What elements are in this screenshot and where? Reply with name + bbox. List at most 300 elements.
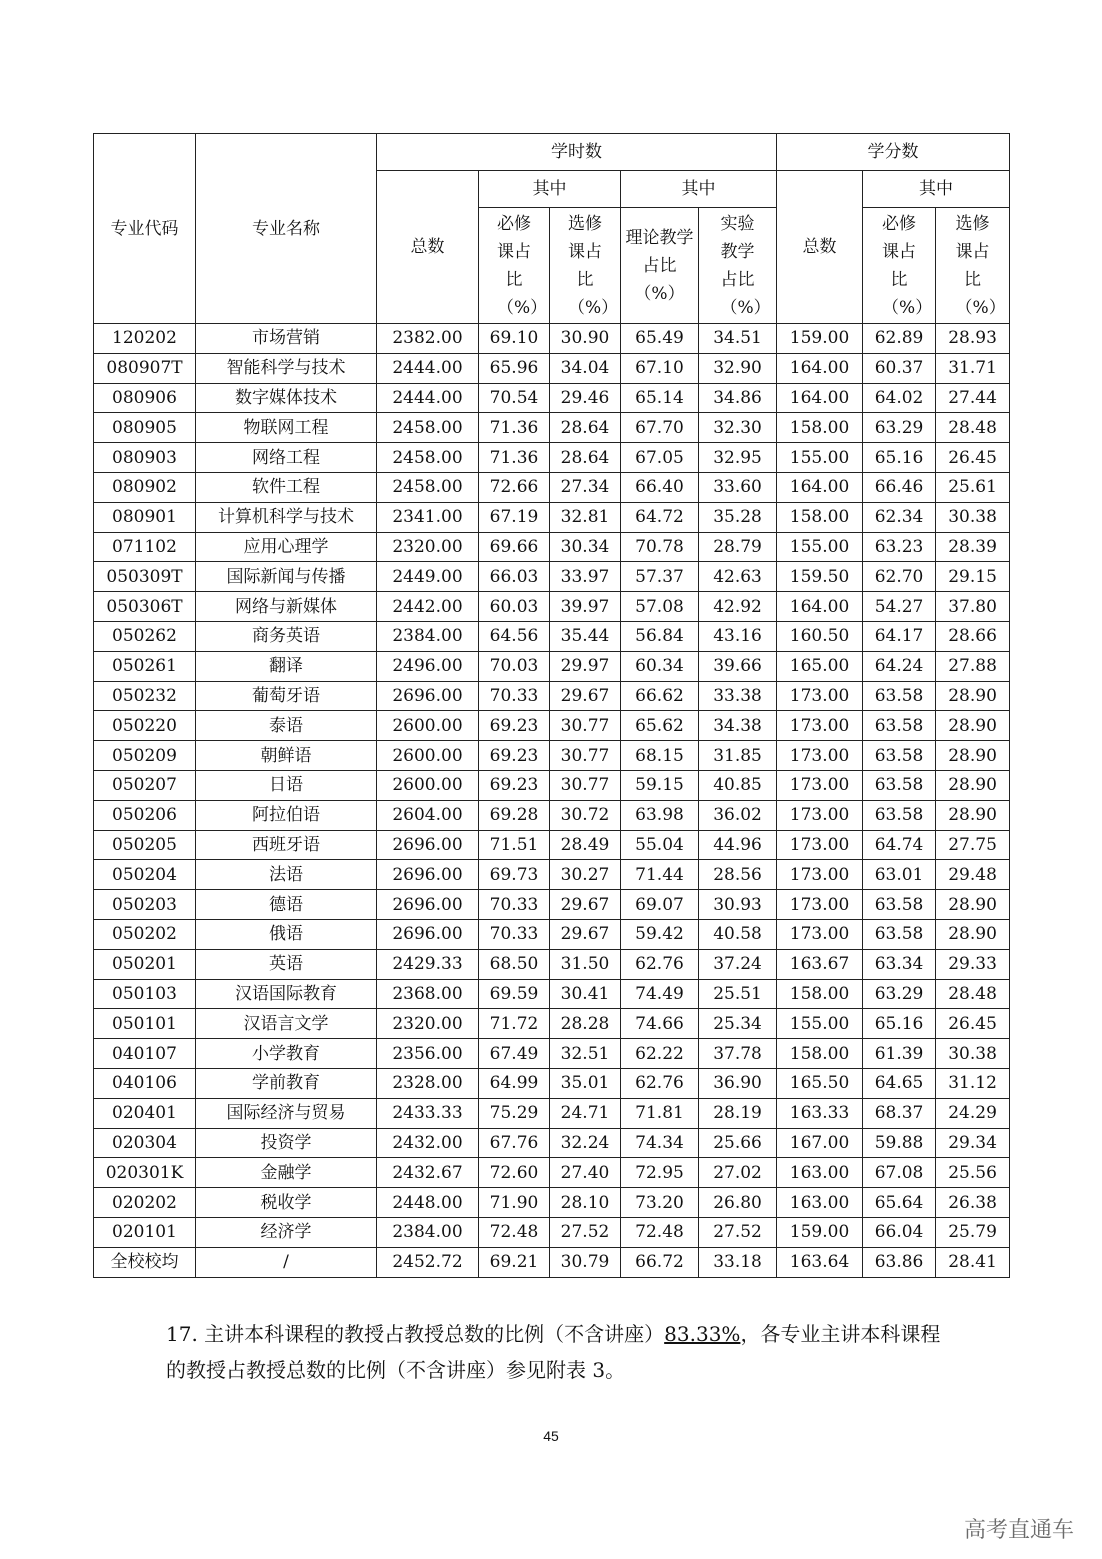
cell-elective-pct: 35.44 — [550, 621, 621, 651]
cell-theory-pct: 68.15 — [621, 741, 699, 771]
cell-hours-total: 2696.00 — [377, 681, 479, 711]
cell-hours-total: 2696.00 — [377, 830, 479, 860]
table-body — [94, 324, 1010, 1278]
cell-hours-total: 2696.00 — [377, 919, 479, 949]
cell-required-pct: 71.90 — [479, 1188, 550, 1218]
cell-required-pct: 69.73 — [479, 860, 550, 890]
cell-theory-pct: 62.22 — [621, 1039, 699, 1069]
cell-theory-pct: 71.81 — [621, 1098, 699, 1128]
cell-credits-elective-pct: 27.88 — [936, 651, 1010, 681]
cell-elective-pct: 30.77 — [550, 711, 621, 741]
cell-elective-pct: 29.67 — [550, 919, 621, 949]
cell-credits-required-pct: 63.29 — [863, 413, 936, 443]
cell-lab-pct: 30.93 — [699, 890, 777, 920]
cell-theory-pct: 66.72 — [621, 1247, 699, 1277]
table-row — [94, 681, 1010, 711]
cell-required-pct: 71.51 — [479, 830, 550, 860]
cell-theory-pct: 59.15 — [621, 770, 699, 800]
cell-code: 050262 — [94, 621, 196, 651]
cell-credits-required-pct: 66.04 — [863, 1217, 936, 1247]
cell-theory-pct: 66.40 — [621, 472, 699, 502]
cell-credits-elective-pct: 28.90 — [936, 770, 1010, 800]
cell-required-pct: 64.99 — [479, 1068, 550, 1098]
header-hours-total: 总数 — [377, 171, 479, 324]
cell-lab-pct: 33.60 — [699, 472, 777, 502]
cell-name: 翻译 — [196, 651, 377, 681]
cell-elective-pct: 28.64 — [550, 443, 621, 473]
cell-credits-total: 163.00 — [777, 1158, 863, 1188]
cell-elective-pct: 30.77 — [550, 770, 621, 800]
cell-theory-pct: 74.49 — [621, 979, 699, 1009]
table-row — [94, 800, 1010, 830]
cell-hours-total: 2449.00 — [377, 562, 479, 592]
cell-lab-pct: 39.66 — [699, 651, 777, 681]
cell-code: 050209 — [94, 741, 196, 771]
cell-theory-pct: 62.76 — [621, 1068, 699, 1098]
table-row — [94, 472, 1010, 502]
cell-credits-total: 173.00 — [777, 919, 863, 949]
cell-credits-total: 173.00 — [777, 681, 863, 711]
cell-credits-required-pct: 63.58 — [863, 741, 936, 771]
watermark-logo: 高考直通车 — [963, 1518, 1074, 1543]
cell-theory-pct: 57.08 — [621, 592, 699, 622]
cell-hours-total: 2442.00 — [377, 592, 479, 622]
cell-code: 020101 — [94, 1217, 196, 1247]
cell-credits-required-pct: 64.65 — [863, 1068, 936, 1098]
cell-name: 法语 — [196, 860, 377, 890]
cell-name: 金融学 — [196, 1158, 377, 1188]
header-credits-elective-pct-text: 选修课占比（%） — [955, 213, 1006, 318]
cell-lab-pct: 25.51 — [699, 979, 777, 1009]
cell-name: 英语 — [196, 949, 377, 979]
header-required-pct-text: 必修课占比（%） — [497, 213, 548, 318]
header-name: 专业名称 — [196, 134, 377, 324]
cell-lab-pct: 28.56 — [699, 860, 777, 890]
cell-required-pct: 70.33 — [479, 890, 550, 920]
cell-required-pct: 67.76 — [479, 1128, 550, 1158]
cell-name: 网络与新媒体 — [196, 592, 377, 622]
cell-credits-required-pct: 68.37 — [863, 1098, 936, 1128]
table-row — [94, 1188, 1010, 1218]
cell-hours-total: 2432.00 — [377, 1128, 479, 1158]
cell-required-pct: 71.72 — [479, 1009, 550, 1039]
header-elective-pct — [550, 208, 621, 324]
cell-credits-total: 167.00 — [777, 1128, 863, 1158]
cell-credits-total: 160.50 — [777, 621, 863, 651]
cell-required-pct: 69.23 — [479, 711, 550, 741]
cell-credits-elective-pct: 28.90 — [936, 711, 1010, 741]
cell-theory-pct: 72.48 — [621, 1217, 699, 1247]
cell-credits-total: 155.00 — [777, 532, 863, 562]
cell-lab-pct: 28.79 — [699, 532, 777, 562]
paragraph-text-before: 17. 主讲本科课程的教授占教授总数的比例（不含讲座） — [166, 1322, 665, 1346]
cell-elective-pct: 30.79 — [550, 1247, 621, 1277]
cell-code: 020301K — [94, 1158, 196, 1188]
cell-credits-elective-pct: 27.75 — [936, 830, 1010, 860]
cell-required-pct: 69.66 — [479, 532, 550, 562]
cell-credits-total: 155.00 — [777, 1009, 863, 1039]
cell-hours-total: 2384.00 — [377, 621, 479, 651]
cell-credits-total: 173.00 — [777, 860, 863, 890]
cell-elective-pct: 34.04 — [550, 353, 621, 383]
header-credits-required-pct-text: 必修课占比（%） — [882, 213, 933, 318]
cell-elective-pct: 31.50 — [550, 949, 621, 979]
cell-credits-required-pct: 61.39 — [863, 1039, 936, 1069]
cell-code: 050204 — [94, 860, 196, 890]
paragraph-text-after: ，各专业主讲本科课程的教授占教授总数的比例（不含讲座）参见附表 3。 — [166, 1322, 941, 1382]
header-code: 专业代码 — [94, 134, 196, 324]
cell-credits-elective-pct: 29.33 — [936, 949, 1010, 979]
cell-required-pct: 67.49 — [479, 1039, 550, 1069]
cell-lab-pct: 32.30 — [699, 413, 777, 443]
cell-hours-total: 2328.00 — [377, 1068, 479, 1098]
cell-credits-total: 158.00 — [777, 413, 863, 443]
cell-credits-required-pct: 63.86 — [863, 1247, 936, 1277]
cell-code: 050232 — [94, 681, 196, 711]
cell-lab-pct: 40.85 — [699, 770, 777, 800]
cell-theory-pct: 69.07 — [621, 890, 699, 920]
table-row — [94, 1158, 1010, 1188]
cell-credits-required-pct: 63.58 — [863, 800, 936, 830]
cell-credits-required-pct: 65.16 — [863, 1009, 936, 1039]
cell-credits-total: 163.67 — [777, 949, 863, 979]
cell-credits-elective-pct: 28.90 — [936, 800, 1010, 830]
cell-credits-total: 164.00 — [777, 353, 863, 383]
cell-code: 全校校均 — [94, 1247, 196, 1277]
cell-credits-required-pct: 67.08 — [863, 1158, 936, 1188]
cell-lab-pct: 35.28 — [699, 502, 777, 532]
cell-lab-pct: 32.90 — [699, 353, 777, 383]
cell-code: 020304 — [94, 1128, 196, 1158]
cell-hours-total: 2452.72 — [377, 1247, 479, 1277]
header-credits-sub: 其中 — [863, 171, 1010, 208]
table-row — [94, 651, 1010, 681]
cell-credits-elective-pct: 25.61 — [936, 472, 1010, 502]
cell-theory-pct: 66.62 — [621, 681, 699, 711]
cell-lab-pct: 25.66 — [699, 1128, 777, 1158]
cell-name: 汉语言文学 — [196, 1009, 377, 1039]
cell-credits-required-pct: 63.34 — [863, 949, 936, 979]
cell-name: 日语 — [196, 770, 377, 800]
cell-elective-pct: 30.77 — [550, 741, 621, 771]
cell-theory-pct: 65.62 — [621, 711, 699, 741]
cell-required-pct: 75.29 — [479, 1098, 550, 1128]
cell-credits-elective-pct: 28.90 — [936, 890, 1010, 920]
cell-required-pct: 69.23 — [479, 741, 550, 771]
cell-lab-pct: 42.63 — [699, 562, 777, 592]
cell-theory-pct: 63.98 — [621, 800, 699, 830]
cell-name: 商务英语 — [196, 621, 377, 651]
cell-credits-elective-pct: 29.15 — [936, 562, 1010, 592]
cell-theory-pct: 65.14 — [621, 383, 699, 413]
cell-code: 020202 — [94, 1188, 196, 1218]
cell-hours-total: 2382.00 — [377, 324, 479, 354]
cell-theory-pct: 67.10 — [621, 353, 699, 383]
table-row — [94, 979, 1010, 1009]
cell-credits-elective-pct: 26.45 — [936, 1009, 1010, 1039]
cell-code: 050202 — [94, 919, 196, 949]
cell-hours-total: 2696.00 — [377, 860, 479, 890]
header-hours-group: 学时数 — [377, 134, 777, 171]
cell-hours-total: 2368.00 — [377, 979, 479, 1009]
table-row — [94, 1039, 1010, 1069]
cell-credits-elective-pct: 30.38 — [936, 502, 1010, 532]
cell-credits-elective-pct: 29.34 — [936, 1128, 1010, 1158]
cell-elective-pct: 27.34 — [550, 472, 621, 502]
cell-lab-pct: 28.19 — [699, 1098, 777, 1128]
cell-lab-pct: 40.58 — [699, 919, 777, 949]
cell-required-pct: 71.36 — [479, 413, 550, 443]
cell-name: 德语 — [196, 890, 377, 920]
cell-credits-total: 155.00 — [777, 443, 863, 473]
cell-elective-pct: 35.01 — [550, 1068, 621, 1098]
cell-code: 080902 — [94, 472, 196, 502]
cell-hours-total: 2600.00 — [377, 741, 479, 771]
curriculum-stats-table — [93, 133, 1010, 1278]
cell-code: 080901 — [94, 502, 196, 532]
cell-code: 050207 — [94, 770, 196, 800]
cell-hours-total: 2384.00 — [377, 1217, 479, 1247]
cell-code: 071102 — [94, 532, 196, 562]
cell-credits-required-pct: 64.74 — [863, 830, 936, 860]
cell-credits-required-pct: 65.16 — [863, 443, 936, 473]
cell-credits-elective-pct: 30.38 — [936, 1039, 1010, 1069]
header-hours-sub2: 其中 — [621, 171, 777, 208]
header-credits-required-pct — [863, 208, 936, 324]
cell-name: 俄语 — [196, 919, 377, 949]
cell-elective-pct: 28.28 — [550, 1009, 621, 1039]
cell-required-pct: 70.33 — [479, 681, 550, 711]
cell-required-pct: 67.19 — [479, 502, 550, 532]
cell-hours-total: 2444.00 — [377, 383, 479, 413]
header-required-pct — [479, 208, 550, 324]
cell-name: 国际新闻与传播 — [196, 562, 377, 592]
table-row — [94, 1128, 1010, 1158]
cell-required-pct: 69.10 — [479, 324, 550, 354]
table-row — [94, 562, 1010, 592]
cell-credits-elective-pct: 28.39 — [936, 532, 1010, 562]
cell-code: 050201 — [94, 949, 196, 979]
cell-credits-total: 158.00 — [777, 979, 863, 1009]
cell-credits-elective-pct: 28.48 — [936, 979, 1010, 1009]
cell-hours-total: 2444.00 — [377, 353, 479, 383]
cell-elective-pct: 30.34 — [550, 532, 621, 562]
cell-theory-pct: 57.37 — [621, 562, 699, 592]
cell-lab-pct: 42.92 — [699, 592, 777, 622]
cell-required-pct: 64.56 — [479, 621, 550, 651]
cell-hours-total: 2320.00 — [377, 532, 479, 562]
cell-code: 080903 — [94, 443, 196, 473]
cell-credits-elective-pct: 26.38 — [936, 1188, 1010, 1218]
cell-hours-total: 2604.00 — [377, 800, 479, 830]
cell-elective-pct: 24.71 — [550, 1098, 621, 1128]
cell-required-pct: 65.96 — [479, 353, 550, 383]
cell-credits-required-pct: 62.70 — [863, 562, 936, 592]
cell-credits-total: 159.50 — [777, 562, 863, 592]
cell-hours-total: 2432.67 — [377, 1158, 479, 1188]
table-row — [94, 383, 1010, 413]
cell-theory-pct: 74.66 — [621, 1009, 699, 1039]
cell-theory-pct: 67.70 — [621, 413, 699, 443]
cell-required-pct: 60.03 — [479, 592, 550, 622]
cell-credits-required-pct: 63.58 — [863, 770, 936, 800]
cell-name: 应用心理学 — [196, 532, 377, 562]
cell-credits-required-pct: 66.46 — [863, 472, 936, 502]
cell-lab-pct: 37.24 — [699, 949, 777, 979]
cell-hours-total: 2341.00 — [377, 502, 479, 532]
cell-name: 泰语 — [196, 711, 377, 741]
cell-lab-pct: 36.90 — [699, 1068, 777, 1098]
cell-credits-required-pct: 63.58 — [863, 890, 936, 920]
table-row — [94, 1098, 1010, 1128]
cell-elective-pct: 30.72 — [550, 800, 621, 830]
table-row — [94, 770, 1010, 800]
header-credits-group: 学分数 — [777, 134, 1010, 171]
cell-credits-total: 158.00 — [777, 1039, 863, 1069]
cell-required-pct: 72.60 — [479, 1158, 550, 1188]
cell-credits-elective-pct: 28.41 — [936, 1247, 1010, 1277]
cell-required-pct: 66.03 — [479, 562, 550, 592]
cell-credits-elective-pct: 28.90 — [936, 741, 1010, 771]
header-lab-pct — [699, 208, 777, 324]
cell-code: 080906 — [94, 383, 196, 413]
cell-credits-required-pct: 64.24 — [863, 651, 936, 681]
cell-required-pct: 69.59 — [479, 979, 550, 1009]
cell-required-pct: 71.36 — [479, 443, 550, 473]
cell-lab-pct: 31.85 — [699, 741, 777, 771]
cell-theory-pct: 73.20 — [621, 1188, 699, 1218]
cell-elective-pct: 27.52 — [550, 1217, 621, 1247]
cell-name: / — [196, 1247, 377, 1277]
cell-code: 050220 — [94, 711, 196, 741]
cell-credits-total: 173.00 — [777, 830, 863, 860]
cell-lab-pct: 25.34 — [699, 1009, 777, 1039]
cell-required-pct: 70.03 — [479, 651, 550, 681]
cell-name: 投资学 — [196, 1128, 377, 1158]
cell-elective-pct: 29.67 — [550, 890, 621, 920]
cell-hours-total: 2458.00 — [377, 443, 479, 473]
cell-lab-pct: 32.95 — [699, 443, 777, 473]
cell-name: 经济学 — [196, 1217, 377, 1247]
cell-credits-elective-pct: 28.90 — [936, 681, 1010, 711]
cell-credits-total: 173.00 — [777, 741, 863, 771]
table-row — [94, 741, 1010, 771]
cell-hours-total: 2458.00 — [377, 472, 479, 502]
cell-name: 葡萄牙语 — [196, 681, 377, 711]
cell-name: 学前教育 — [196, 1068, 377, 1098]
table-row — [94, 324, 1010, 354]
header-lab-pct-text: 实验教学占比（%） — [720, 213, 771, 318]
cell-name: 税收学 — [196, 1188, 377, 1218]
cell-name: 阿拉伯语 — [196, 800, 377, 830]
cell-lab-pct: 34.51 — [699, 324, 777, 354]
cell-name: 小学教育 — [196, 1039, 377, 1069]
cell-name: 市场营销 — [196, 324, 377, 354]
cell-credits-required-pct: 65.64 — [863, 1188, 936, 1218]
cell-credits-total: 159.00 — [777, 1217, 863, 1247]
cell-hours-total: 2600.00 — [377, 711, 479, 741]
cell-credits-elective-pct: 28.93 — [936, 324, 1010, 354]
cell-hours-total: 2429.33 — [377, 949, 479, 979]
cell-required-pct: 69.23 — [479, 770, 550, 800]
header-credits-total: 总数 — [777, 171, 863, 324]
cell-elective-pct: 32.24 — [550, 1128, 621, 1158]
table-row — [94, 502, 1010, 532]
cell-theory-pct: 64.72 — [621, 502, 699, 532]
cell-credits-total: 173.00 — [777, 800, 863, 830]
cell-credits-total: 165.50 — [777, 1068, 863, 1098]
cell-credits-required-pct: 63.29 — [863, 979, 936, 1009]
cell-code: 050203 — [94, 890, 196, 920]
cell-elective-pct: 30.41 — [550, 979, 621, 1009]
cell-code: 120202 — [94, 324, 196, 354]
cell-elective-pct: 30.27 — [550, 860, 621, 890]
table-row — [94, 1068, 1010, 1098]
cell-credits-elective-pct: 31.71 — [936, 353, 1010, 383]
cell-code: 080905 — [94, 413, 196, 443]
cell-credits-total: 165.00 — [777, 651, 863, 681]
cell-lab-pct: 27.02 — [699, 1158, 777, 1188]
cell-credits-elective-pct: 29.48 — [936, 860, 1010, 890]
cell-name: 计算机科学与技术 — [196, 502, 377, 532]
cell-theory-pct: 67.05 — [621, 443, 699, 473]
cell-hours-total: 2433.33 — [377, 1098, 479, 1128]
cell-code: 040106 — [94, 1068, 196, 1098]
cell-credits-total: 163.64 — [777, 1247, 863, 1277]
cell-required-pct: 68.50 — [479, 949, 550, 979]
table-row — [94, 592, 1010, 622]
cell-lab-pct: 36.02 — [699, 800, 777, 830]
cell-hours-total: 2600.00 — [377, 770, 479, 800]
table-row — [94, 1217, 1010, 1247]
header-hours-sub1: 其中 — [479, 171, 621, 208]
cell-credits-elective-pct: 25.56 — [936, 1158, 1010, 1188]
cell-lab-pct: 26.80 — [699, 1188, 777, 1218]
cell-credits-total: 164.00 — [777, 592, 863, 622]
cell-elective-pct: 39.97 — [550, 592, 621, 622]
cell-hours-total: 2356.00 — [377, 1039, 479, 1069]
cell-required-pct: 72.48 — [479, 1217, 550, 1247]
cell-credits-required-pct: 63.58 — [863, 681, 936, 711]
cell-credits-elective-pct: 25.79 — [936, 1217, 1010, 1247]
cell-name: 智能科学与技术 — [196, 353, 377, 383]
cell-required-pct: 69.28 — [479, 800, 550, 830]
page-number: 45 — [543, 1428, 559, 1444]
header-theory-pct — [621, 208, 699, 324]
cell-name: 数字媒体技术 — [196, 383, 377, 413]
cell-credits-required-pct: 60.37 — [863, 353, 936, 383]
cell-credits-total: 159.00 — [777, 324, 863, 354]
cell-credits-elective-pct: 31.12 — [936, 1068, 1010, 1098]
cell-theory-pct: 60.34 — [621, 651, 699, 681]
cell-required-pct: 69.21 — [479, 1247, 550, 1277]
cell-theory-pct: 56.84 — [621, 621, 699, 651]
cell-credits-elective-pct: 24.29 — [936, 1098, 1010, 1128]
cell-credits-required-pct: 64.17 — [863, 621, 936, 651]
cell-credits-elective-pct: 27.44 — [936, 383, 1010, 413]
cell-theory-pct: 62.76 — [621, 949, 699, 979]
header-theory-pct-text: 理论教学占比（%） — [625, 227, 694, 304]
table-row — [94, 1009, 1010, 1039]
cell-credits-elective-pct: 28.48 — [936, 413, 1010, 443]
cell-credits-required-pct: 62.89 — [863, 324, 936, 354]
cell-lab-pct: 27.52 — [699, 1217, 777, 1247]
cell-elective-pct: 29.97 — [550, 651, 621, 681]
cell-elective-pct: 28.10 — [550, 1188, 621, 1218]
cell-elective-pct: 29.46 — [550, 383, 621, 413]
cell-theory-pct: 70.78 — [621, 532, 699, 562]
cell-required-pct: 72.66 — [479, 472, 550, 502]
